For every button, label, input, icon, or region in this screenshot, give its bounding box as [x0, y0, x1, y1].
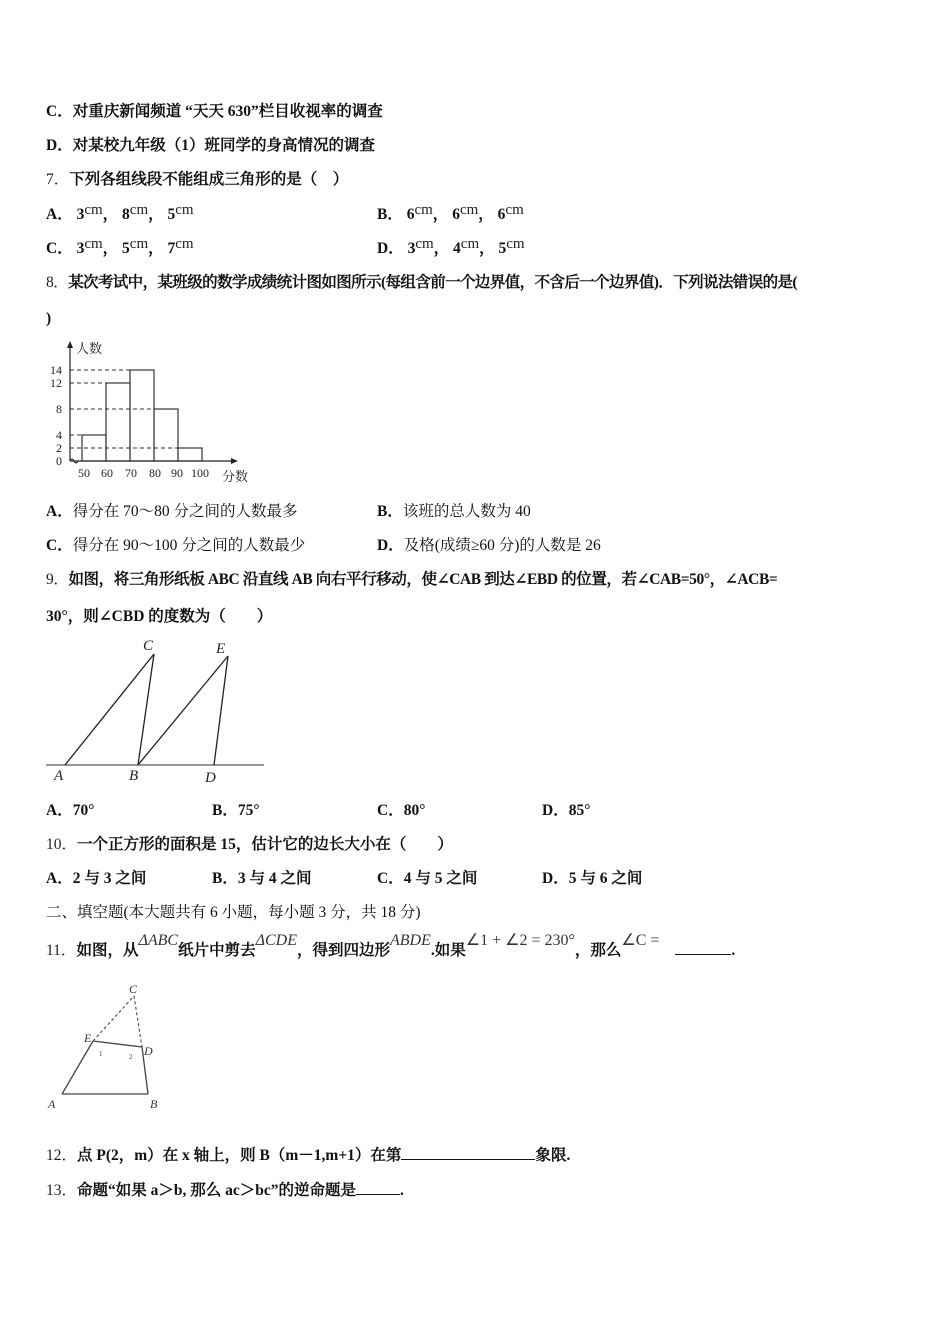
option-text: 对某校九年级（1）班同学的身高情况的调查: [72, 137, 375, 154]
q9-option-a: [46, 801, 94, 821]
point-label-e: E: [216, 641, 226, 657]
option-label: A．: [46, 206, 73, 223]
answer-blank[interactable]: [675, 940, 731, 955]
value: 8: [122, 206, 130, 223]
q11-quadrilateral-figure: [44, 984, 174, 1116]
text: ，那么: [574, 942, 622, 959]
point-label-b: B: [150, 1097, 158, 1111]
q10-option-d: [542, 869, 642, 889]
option-label: C．: [377, 870, 404, 887]
option-label: D．: [377, 240, 404, 257]
q11-stem: [46, 932, 736, 961]
point-label-e: E: [84, 1031, 92, 1045]
q12-stem: [46, 1145, 570, 1166]
text: .: [731, 942, 736, 959]
option-label: C．: [46, 240, 73, 257]
unit: cm: [415, 236, 434, 252]
question-number: 11．: [46, 942, 77, 959]
value: 3: [76, 206, 85, 223]
option-text: 对重庆新闻频道 “天天 630”栏目收视率的调查: [72, 103, 383, 120]
question-text: .: [400, 1182, 404, 1199]
option-text: 得分在 90～100 分之间的人数最少: [72, 537, 306, 554]
math-expr: ΔCDE: [255, 932, 297, 949]
option-label: A．: [46, 503, 73, 520]
value: 3: [407, 240, 416, 257]
x-tick: 80: [149, 466, 161, 480]
q7-option-b: B． 6cm， 6cm， 6cm: [377, 202, 524, 223]
text: 如图，从: [76, 942, 139, 959]
option-text: 85°: [568, 802, 591, 819]
y-axis-label: 人数: [76, 341, 103, 356]
y-tick: 12: [50, 376, 62, 390]
option-text: 及格(成绩≥60 分)的人数是 26: [403, 537, 601, 554]
point-label-a: A: [54, 768, 64, 784]
q7-stem: [46, 170, 348, 190]
q7-option-a: A． 3cm， 8cm， 5cm: [46, 202, 194, 223]
y-tick: 2: [56, 441, 62, 455]
angle-label-1: 1: [99, 1050, 103, 1058]
value: 5: [498, 240, 507, 257]
question-number: 8．: [46, 274, 69, 291]
answer-blank[interactable]: [356, 1180, 400, 1195]
question-text: 象限.: [535, 1147, 571, 1164]
question-text: 30°，则∠CBD 的度数为（ ）: [46, 608, 273, 625]
option-label: C．: [46, 537, 73, 554]
question-number: 10．: [46, 836, 78, 853]
unit: cm: [506, 236, 525, 252]
point-label-d: D: [144, 1044, 153, 1058]
question-text: 一个正方形的面积是 15，估计它的边长大小在（ ）: [77, 836, 453, 853]
option-label: B．: [377, 503, 403, 520]
value: 5: [122, 240, 130, 257]
angle-label-2: 2: [129, 1053, 133, 1061]
unit: cm: [414, 202, 433, 218]
question-text: 命题“如果 a＞b, 那么 ac＞bc”的逆命题是: [77, 1182, 357, 1199]
y-tick: 4: [56, 428, 62, 442]
unit: cm: [505, 202, 524, 218]
question-text: 点 P(2，m）在 x 轴上，则 B（m－1,m+1）在第: [77, 1147, 402, 1164]
option-label: D．: [542, 802, 569, 819]
point-label-c: C: [143, 638, 154, 654]
x-tick: 90: [171, 466, 183, 480]
bar-90-100: [178, 448, 202, 461]
q7-option-c: C． 3cm， 5cm， 7cm: [46, 236, 194, 257]
q9-option-b: [212, 801, 260, 821]
option-text: 5 与 6 之间: [568, 870, 643, 887]
math-expr: ∠1 + ∠2 = 230°: [465, 932, 575, 949]
x-tick: 100: [191, 466, 209, 480]
q10-option-b: [212, 869, 311, 889]
unit: cm: [175, 202, 194, 218]
point-label-c: C: [129, 984, 138, 996]
option-label: C．: [46, 103, 73, 120]
section-title: 二、填空题(本大题共有 6 小题，每小题 3 分，共 18 分): [46, 904, 421, 921]
value: 6: [406, 206, 415, 223]
value: 7: [167, 240, 176, 257]
value: 5: [167, 206, 176, 223]
unit: cm: [129, 202, 149, 218]
option-text: 该班的总人数为 40: [402, 503, 531, 520]
q6-option-d: [46, 136, 375, 156]
question-text: 下列各组线段不能组成三角形的是（ ）: [69, 171, 349, 188]
y-tick: 0: [56, 454, 62, 468]
q9-triangle-figure: [44, 634, 266, 786]
option-label: B．: [212, 870, 238, 887]
math-expr: ΔABC: [138, 932, 179, 949]
option-label: D．: [377, 537, 404, 554]
y-axis-arrow-icon: [67, 341, 73, 348]
paren: ): [46, 310, 52, 327]
option-label: C．: [377, 802, 404, 819]
answer-blank[interactable]: [401, 1145, 535, 1160]
q9-option-c: [377, 801, 425, 821]
bar-60-70: [106, 383, 130, 461]
option-label: B．: [377, 206, 403, 223]
text: .如果: [430, 942, 466, 959]
option-text: 4 与 5 之间: [403, 870, 478, 887]
unit: cm: [459, 202, 479, 218]
q8-option-d: [377, 536, 601, 556]
section-heading: [46, 903, 421, 923]
value: 3: [76, 240, 85, 257]
q9-stem-line2: [46, 607, 272, 627]
value: 4: [453, 240, 461, 257]
q8-option-c: [46, 536, 305, 556]
point-label-d: D: [205, 770, 216, 786]
x-tick: 60: [101, 466, 113, 480]
question-number: 13．: [46, 1182, 78, 1199]
math-expr: ∠C =: [621, 932, 660, 949]
x-axis-label: 分数: [222, 469, 249, 484]
q10-option-c: [377, 869, 477, 889]
q10-option-a: [46, 869, 146, 889]
q13-stem: [46, 1180, 404, 1201]
unit: cm: [84, 202, 103, 218]
option-text: 3 与 4 之间: [237, 870, 312, 887]
question-text: 某次考试中，某班级的数学成绩统计图如图所示(每组含前一个边界值，不含后一个边界值)．下列说法错误的是(: [68, 274, 797, 291]
text: 纸片中剪去: [178, 942, 256, 959]
option-text: 70°: [72, 802, 95, 819]
q8-stem: [46, 273, 797, 293]
option-text: 80°: [403, 802, 426, 819]
math-expr: ABDE: [389, 932, 431, 949]
text: ，得到四边形: [296, 942, 390, 959]
question-number: 9．: [46, 571, 69, 588]
unit: cm: [129, 236, 149, 252]
value: 6: [452, 206, 460, 223]
x-tick: 70: [125, 466, 137, 480]
q10-stem: [46, 835, 453, 855]
option-label: B．: [212, 802, 238, 819]
question-text: 如图，将三角形纸板 ABC 沿直线 AB 向右平行移动，使∠CAB 到达∠EBD 的位置，若∠CAB=50°，∠ACB=: [68, 571, 778, 588]
point-label-b: B: [129, 768, 139, 784]
option-label: D．: [542, 870, 569, 887]
x-axis-arrow-icon: [231, 458, 238, 464]
y-tick: 8: [56, 402, 62, 416]
unit: cm: [84, 236, 103, 252]
option-text: 75°: [237, 802, 260, 819]
option-text: 得分在 70～80 分之间的人数最多: [72, 503, 298, 520]
histogram-chart: [44, 337, 264, 487]
value: 6: [497, 206, 506, 223]
q7-option-d: D． 3cm， 4cm， 5cm: [377, 236, 525, 257]
option-label: A．: [46, 870, 73, 887]
unit: cm: [175, 236, 194, 252]
option-label: A．: [46, 802, 73, 819]
option-label: D．: [46, 137, 73, 154]
y-tick: 14: [50, 363, 62, 377]
point-label-a: A: [48, 1097, 56, 1111]
bar-70-80: [130, 370, 154, 461]
option-text: 2 与 3 之间: [72, 870, 147, 887]
q8-option-b: [377, 502, 531, 522]
q9-option-d: [542, 801, 590, 821]
question-number: 12．: [46, 1147, 78, 1164]
q8-stem-end: [46, 309, 51, 329]
x-tick: 50: [78, 466, 90, 480]
unit: cm: [460, 236, 480, 252]
q6-option-c: [46, 102, 383, 122]
bar-80-90: [154, 409, 178, 461]
q9-stem-line1: [46, 570, 777, 590]
q8-option-a: [46, 502, 297, 522]
question-number: 7．: [46, 171, 70, 188]
